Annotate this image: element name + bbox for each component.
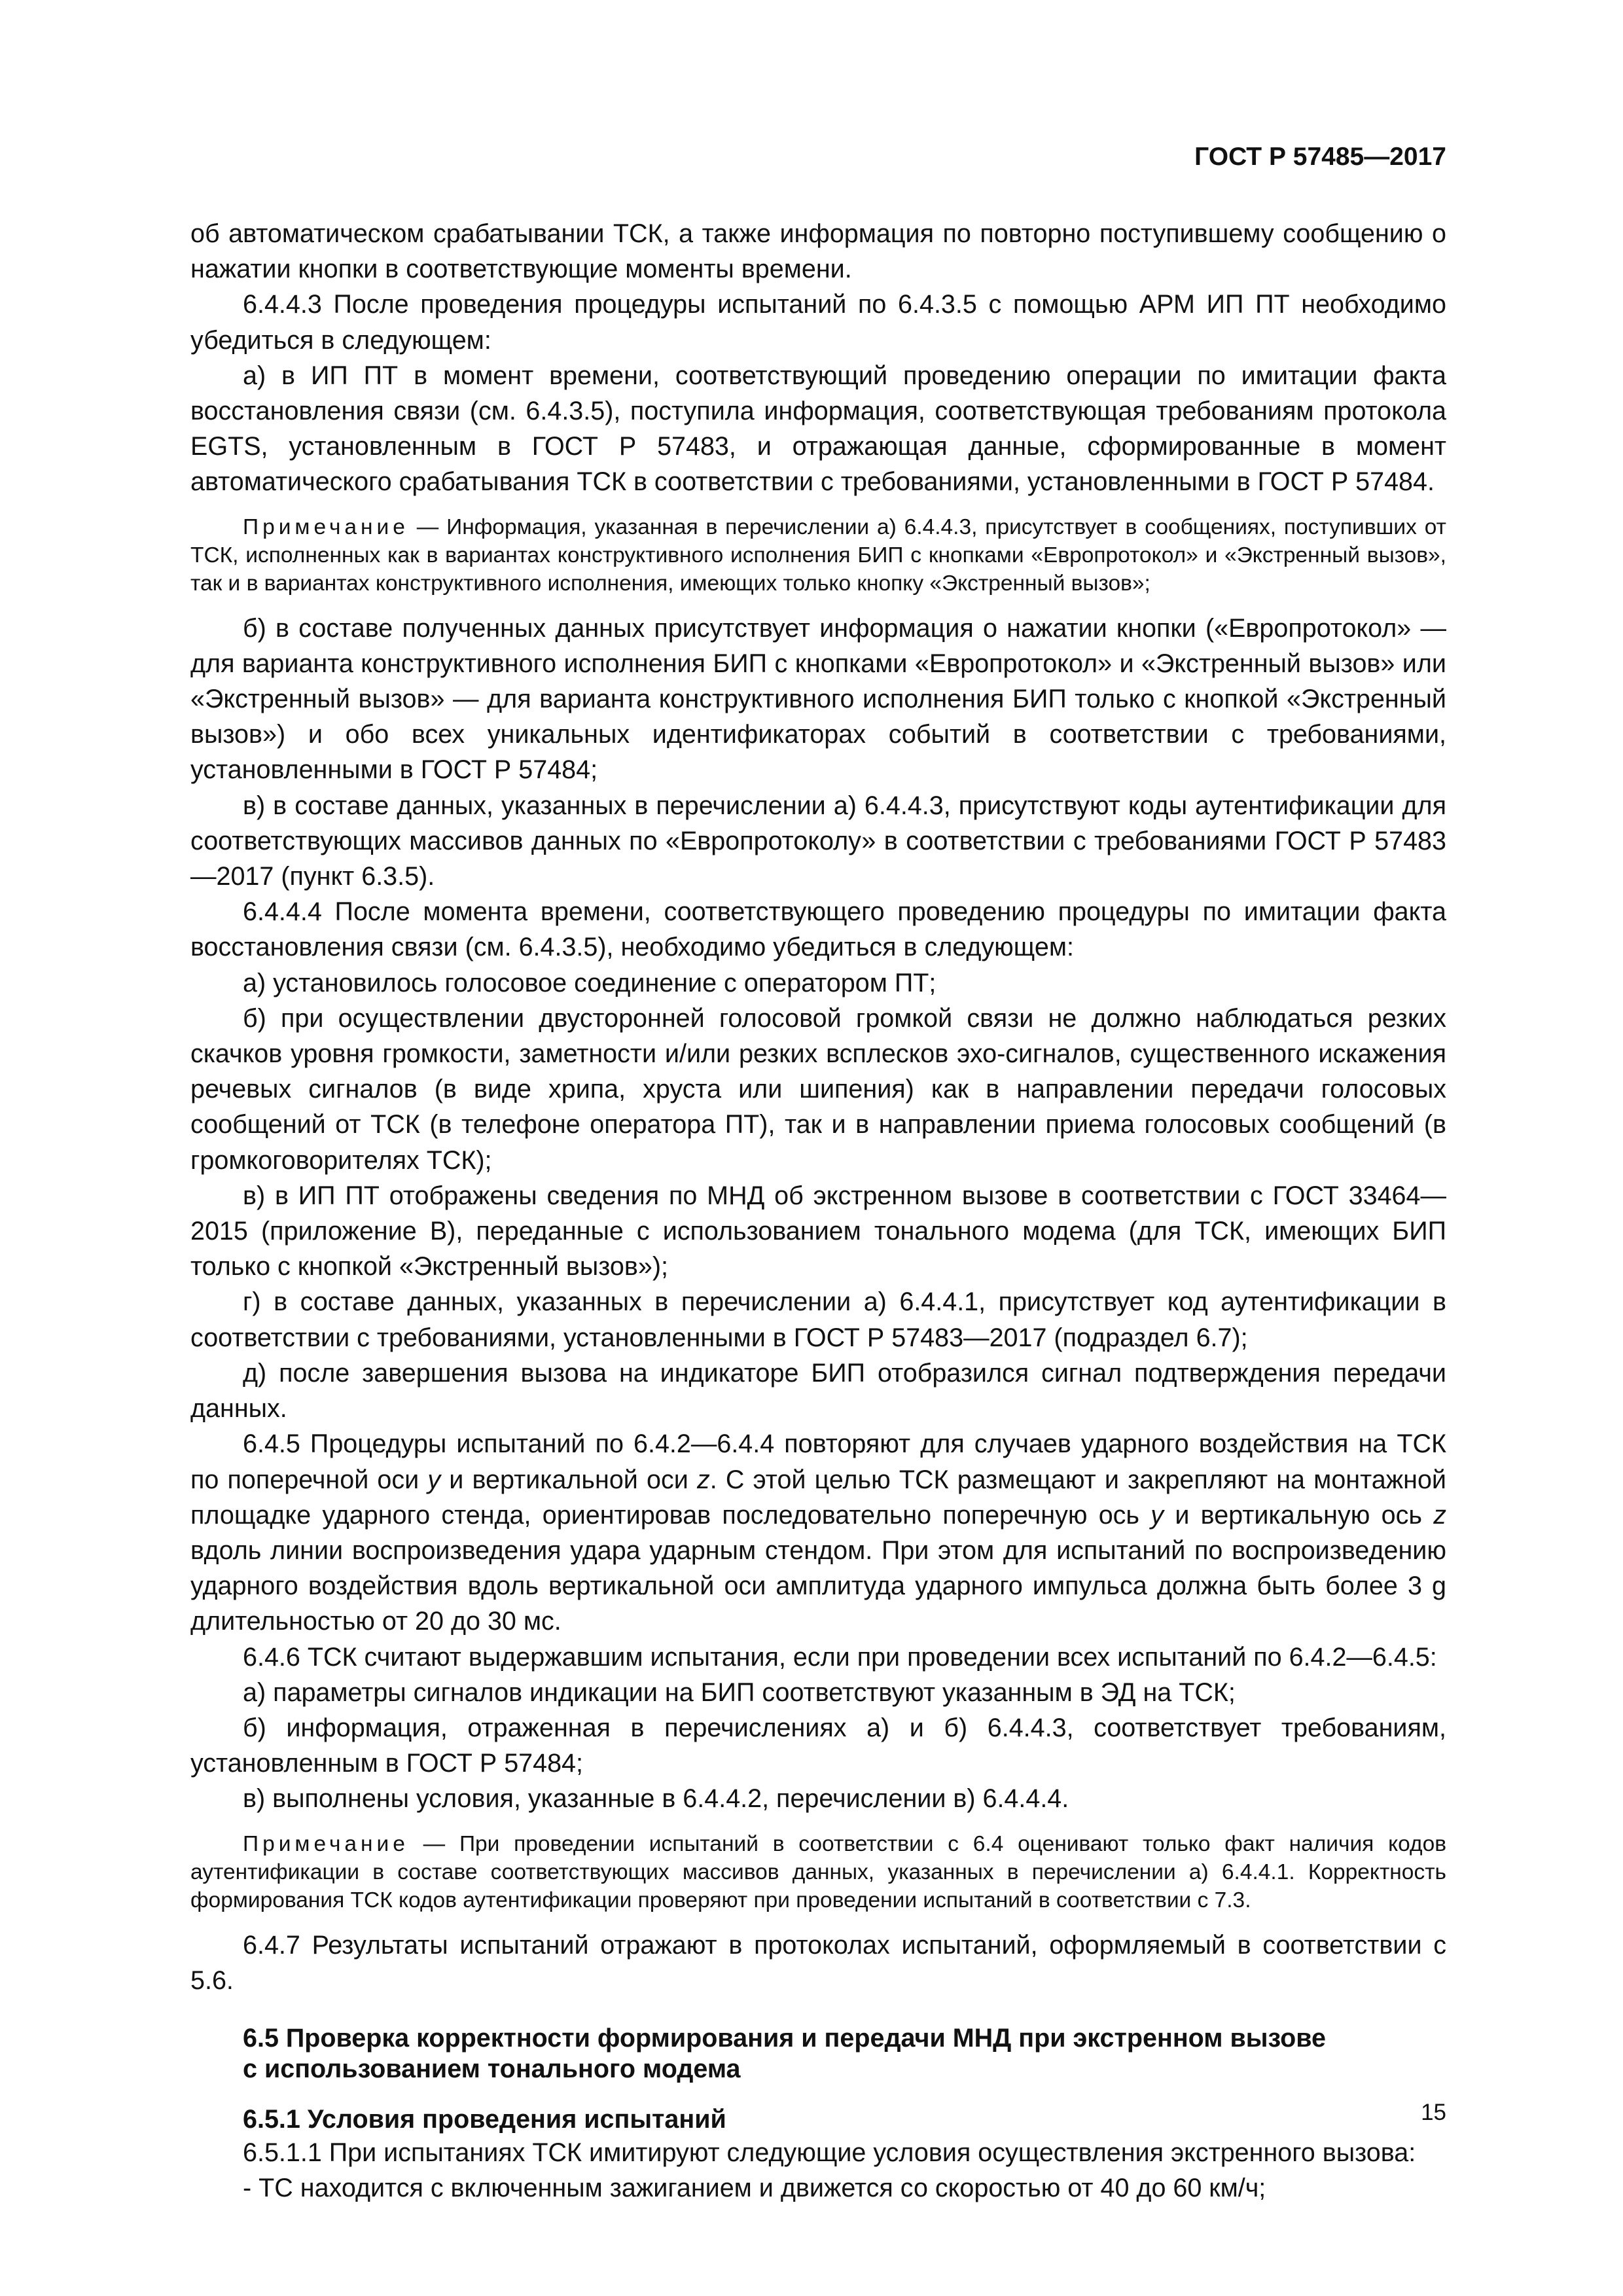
paragraph: 6.5.1.1 При испытаниях ТСК имитируют следующие условия осуществления экстренного вызова: [243, 2138, 1416, 2167]
subsection-heading: 6.5.1 Условия проведения испытаний [243, 2104, 726, 2134]
paragraph: 6.4.7 Результаты испытаний отражают в протоколах испытаний, оформляемый в соответствии с 5.6. [190, 1930, 1446, 1995]
list-item: в) в составе данных, указанных в перечислении а) 6.4.4.3, присутствуют коды аутентификации для соответствующих массивов данных по «Европротоколу» в соответствии с требованиями ГОСТ Р 57483—2017 (пункт 6.3.5). [190, 791, 1446, 891]
note [190, 513, 1446, 598]
note [190, 1830, 1446, 1914]
page-content [190, 216, 1446, 2206]
paragraph: об автоматическом срабатывании ТСК, а также информация по повторно поступившему сообщению о нажатии кнопки в соответствующие моменты времени. [190, 219, 1446, 284]
paragraph: 6.4.4.4 После момента времени, соответствующего проведению процедуры по имитации факта восстановления связи (см. 6.4.3.5), необходимо убедиться в следующем: [190, 897, 1446, 962]
paragraph: 6.4.4.3 После проведения процедуры испытаний по 6.4.3.5 с помощью АРМ ИП ПТ необходимо убедиться в следующем: [190, 290, 1446, 355]
section-heading: 6.5 Проверка корректности формирования и передачи МНД при экстренном вызове с использованием тонального модема [243, 2023, 1327, 2083]
note-label: Примечание [243, 514, 409, 539]
note-text: — Информация, указанная в перечислении а) 6.4.4.3, присутствует в сообщениях, поступивших от ТСК, исполненных как в вариантах конструктивного исполнения БИП с кнопками «Европротокол» и «Экстренный вызов», так и в вариантах конструктивного исполнения, имеющих только кнопку «Экстренный вызов»; [190, 514, 1446, 596]
list-item: б) при осуществлении двусторонней голосовой громкой связи не должно наблюдаться резких скачков уровня громкости, заметности и/или резких всплесков эхо-сигналов, существенного искажения речевых сигналов (в виде хрипа, хруста или шипения) как в направлении передачи голосовых сообщений от ТСК (в телефоне оператора ПТ), так и в направлении приема голосовых сообщений (в громкоговорителях ТСК); [190, 1003, 1446, 1175]
paragraph: 6.4.5 Процедуры испытаний по 6.4.2—6.4.4 повторяют для случаев ударного воздействия на ТСК по поперечной оси у и вертикальной оси z. С этой целью ТСК размещают и закрепляют на монтажной площадке ударного стенда, ориентировав последовательно поперечную ось у и вертикальную ось z вдоль линии воспроизведения удара ударным стендом. При этом для испытаний по воспроизведению ударного воздействия вдоль вертикальной оси амплитуда ударного импульса должна быть более 3 g длительностью от 20 до 30 мс. [190, 1429, 1446, 1636]
note-text: — При проведении испытаний в соответствии с 6.4 оценивают только факт наличия кодов аутентификации в составе соответствующих массивов данных, указанных в перечислении а) 6.4.4.1. Корректность формирования ТСК кодов аутентификации проверяют при проведении испытаний в соответствии с 7.3. [190, 1831, 1446, 1912]
document-header: ГОСТ Р 57485—2017 [1194, 143, 1446, 171]
list-item: а) параметры сигналов индикации на БИП соответствуют указанным в ЭД на ТСК; [243, 1677, 1236, 1707]
list-item: - ТС находится с включенным зажиганием и движется со скоростью от 40 до 60 км/ч; [243, 2174, 1266, 2203]
paragraph: 6.4.6 ТСК считают выдержавшим испытания, если при проведении всех испытаний по 6.4.2—6.4.5: [243, 1642, 1437, 1672]
list-item: а) установилось голосовое соединение с оператором ПТ; [243, 968, 936, 997]
list-item: в) в ИП ПТ отображены сведения по МНД об экстренном вызове в соответствии с ГОСТ 33464—2015 (приложение В), переданные с использованием тонального модема (для ТСК, имеющих БИП только с кнопкой «Экстренный вызов»); [190, 1181, 1446, 1282]
list-item: д) после завершения вызова на индикаторе БИП отобразился сигнал подтверждения передачи данных. [190, 1358, 1446, 1424]
page-number: 15 [1421, 2100, 1446, 2125]
list-item: б) в составе полученных данных присутствует информация о нажатии кнопки («Европротокол» — для варианта конструктивного исполнения БИП с кнопками «Европротокол» и «Экстренный вызов» или «Экстренный вызов» — для варианта конструктивного исполнения БИП только с кнопкой «Экстренный вызов») и обо всех уникальных идентификаторах событий в соответствии с требованиями, установленными в ГОСТ Р 57484; [190, 613, 1446, 785]
list-item: а) в ИП ПТ в момент времени, соответствующий проведению операции по имитации факта восстановления связи (см. 6.4.3.5), поступила информация, соответствующая требованиям протокола EGTS, установленным в ГОСТ Р 57483, и отражающая данные, сформированные в момент автоматического срабатывания ТСК в соответствии с требованиями, установленными в ГОСТ Р 57484. [190, 361, 1446, 497]
list-item: б) информация, отраженная в перечислениях а) и б) 6.4.4.3, соответствует требованиям, установленным в ГОСТ Р 57484; [190, 1713, 1446, 1778]
note-label: Примечание [243, 1831, 409, 1856]
list-item: г) в составе данных, указанных в перечислении а) 6.4.4.1, присутствует код аутентификации в соответствии с требованиями, установленными в ГОСТ Р 57483—2017 (подраздел 6.7); [190, 1287, 1446, 1352]
list-item: в) выполнены условия, указанные в 6.4.4.2, перечислении в) 6.4.4.4. [243, 1784, 1069, 1814]
